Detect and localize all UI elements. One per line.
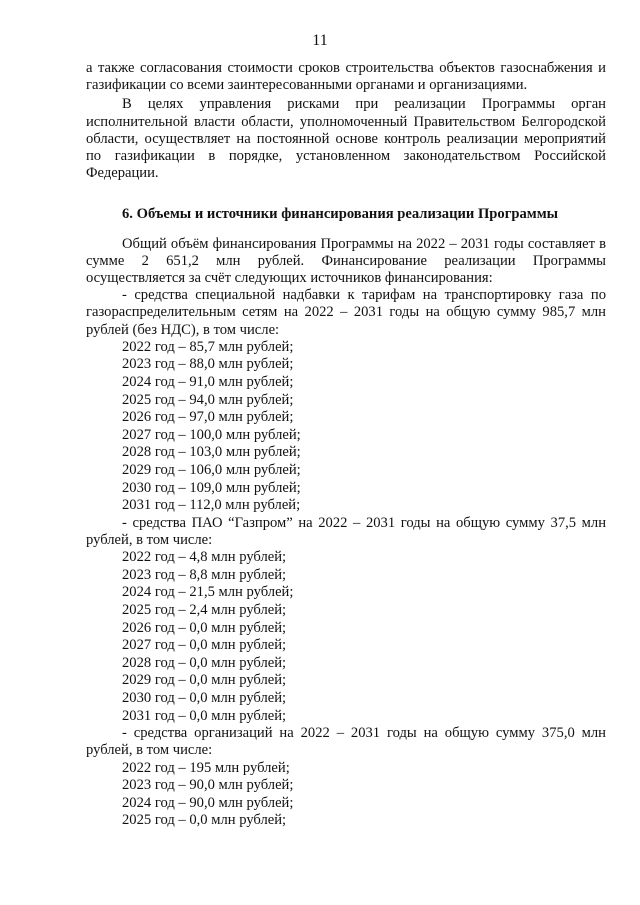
year-item: 2031 год – 0,0 млн рублей; [122,707,287,724]
funding-source-intro: - средства организаций на 2022 – 2031 годы на общую сумму 375,0 млн рублей, в том числе: [86,725,606,759]
year-item: 2023 год – 88,0 млн рублей; [122,356,294,373]
year-item: 2025 год – 2,4 млн рублей; [122,601,287,618]
funding-source-gazprom [86,515,606,725]
year-item: 2026 год – 97,0 млн рублей; [122,409,294,426]
paragraph-total-funding: Общий объём финансирования Программы на 2022 – 2031 годы составляет в сумме 2 651,2 млн рублей. Финансирование реализации Программы осуществляется за счёт следующих источников финансирования: [86,235,606,287]
funding-source-intro: - средства ПАО “Газпром” на 2022 – 2031 годы на общую сумму 37,5 млн рублей, в том числе: [86,514,606,548]
paragraph-risk-management: В целях управления рисками при реализации Программы орган исполнительной власти области, уполномоченный Правительством Белгородской области, осуществляет на постоянной основе контроль реализации мероприятий по газификации в порядке, установленном законодательством Российской Федерации. [86,96,606,182]
year-item: 2024 год – 91,0 млн рублей; [122,374,294,391]
year-item: 2030 год – 0,0 млн рублей; [122,689,287,706]
year-item: 2027 год – 100,0 млн рублей; [122,426,301,443]
paragraph-continuation: а также согласования стоимости сроков строительства объектов газоснабжения и газификации со всеми заинтересованными органами и организациями. [86,60,606,94]
year-item: 2023 год – 90,0 млн рублей; [122,777,294,794]
document-body [86,60,606,830]
year-item: 2026 год – 0,0 млн рублей; [122,619,287,636]
year-item: 2029 год – 106,0 млн рублей; [122,462,301,478]
year-item: 2025 год – 94,0 млн рублей; [122,391,294,408]
funding-source-intro: - средства специальной надбавки к тарифам на транспортировку газа по газораспределительным сетям на 2022 – 2031 годы на общую сумму 985,7 млн рублей (без НДС), в том числе: [86,287,606,338]
year-item: 2031 год – 112,0 млн рублей; [122,497,301,514]
year-item: 2022 год – 85,7 млн рублей; [122,338,294,355]
year-item: 2025 год – 0,0 млн рублей; [122,812,287,829]
year-list [86,339,606,515]
year-item: 2024 год – 90,0 млн рублей; [122,794,294,811]
year-item: 2024 год – 21,5 млн рублей; [122,584,294,601]
year-item: 2023 год – 8,8 млн рублей; [122,566,287,583]
year-item: 2030 год – 109,0 млн рублей; [122,479,301,496]
funding-source-organizations [86,725,606,830]
year-list [86,760,606,830]
year-item: 2029 год – 0,0 млн рублей; [122,672,287,689]
section-heading: 6. Объемы и источники финансирования реализации Программы [122,206,559,223]
page-number: 11 [312,32,328,49]
funding-source-surcharge [86,287,606,515]
year-item: 2027 год – 0,0 млн рублей; [122,637,287,654]
year-item: 2028 год – 103,0 млн рублей; [122,444,301,461]
year-item: 2022 год – 195 млн рублей; [122,759,290,776]
year-item: 2022 год – 4,8 млн рублей; [122,549,287,566]
year-item: 2028 год – 0,0 млн рублей; [122,654,287,671]
year-list [86,549,606,725]
